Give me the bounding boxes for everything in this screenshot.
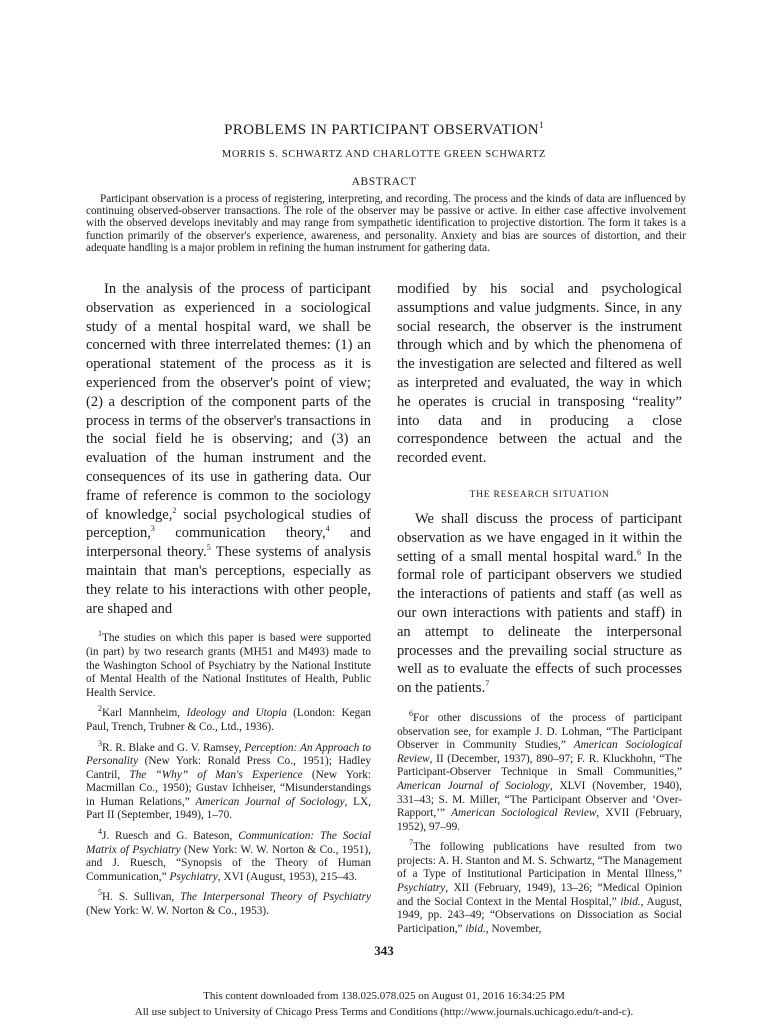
footnote-7: $^7$The following publications have resulted from two projects: A. H. Stanton and M. S. Schwartz, “The Management of a Type of Institutional Participation in Mental Illness,” Psychiatry, XII (February, 1949), 13–26; “Medical Opinion and the Social Context in the Mental Hospital,” ibid., August, 1949, pp. 243–49; “Observations on Dissociation as Social Participation,” ibid., November,	[397, 838, 682, 935]
terms-notice: All use subject to University of Chicago Press Terms and Conditions (http://www.journals.uchicago.edu/t-and-c).	[134, 1006, 634, 1018]
page-number: 343	[374, 943, 394, 958]
right-column	[397, 280, 682, 943]
research-situation-paragraph: We shall discuss the process of participant observation as we have engaged in it within the setting of a small mental hospital ward.$^6$ In the formal role of participant observers we studied the interactions of patients and staff (as well as our own interactions with patients and staff) in an attempt to delineate the interpersonal processes and the prevailing social structure as well as to evaluate the effects of such processes on the patients.$^7$	[397, 510, 682, 697]
footnote-2: $^2$Karl Mannheim, Ideology and Utopia (London: Kegan Paul, Trench, Trubner & Co., Ltd., 1936).	[86, 704, 371, 733]
right-footnotes	[397, 709, 683, 937]
footnote-5: $^5$H. S. Sullivan, The Interpersonal Theory of Psychiatry (New York: W. W. Norton & Co., 1953).	[86, 888, 371, 918]
title-footnote-marker: 1	[538, 120, 544, 130]
footnote-ref-4: 4	[325, 524, 330, 534]
footnote-ref-2: 2	[172, 505, 177, 515]
abstract-heading: ABSTRACT	[351, 176, 417, 188]
section-heading: THE RESEARCH SITUATION	[469, 489, 610, 500]
continued-paragraph: modified by his social and psychological assumptions and value judgments. Since, in any social research, the observer is the instrument through which and by which the phenomena of the investigation are selected and filtered as well as interpreted and evaluated, the way in which he operates is crucial in transposing “reality” into data and in producing a close correspondence between the actual and the recorded event.	[397, 281, 682, 467]
footnote-ref-7: 7	[485, 679, 490, 689]
footnote-3: $^3$R. R. Blake and G. V. Ramsey, Perception: An Approach to Personality (New York: Ronald Press Co., 1951); Hadley Cantril, The “Why” of Man's Experience (New York: Macmillan Co., 1950); Gustav Ichheiser, “Misunderstandings in Human Relations,” American Journal of Sociology, LX, Part II (September, 1949), 1–70.	[86, 738, 371, 822]
article-authors: MORRIS S. SCHWARTZ AND CHARLOTTE GREEN SCHWARTZ	[221, 149, 547, 160]
left-footnotes	[86, 629, 371, 918]
footnote-6: $^6$For other discussions of the process of participant observation see, for example J. D. Lohman, “The Participant Observer in Community Studies,” American Sociological Review, II (December, 1937), 890–97; F. R. Kluckhohn, “The Participant-Observer Technique in Small Communities,” American Journal of Sociology, XLVI (November, 1940), 331–43; S. M. Miller, “The Participant Observer and ‘Over-Rapport,’” American Sociological Review, XVII (February, 1952), 97–99.	[397, 709, 683, 833]
left-column	[86, 280, 371, 926]
footnote-4: $^4$J. Ruesch and G. Bateson, Communication: The Social Matrix of Psychiatry (New York: W. W. Norton & Co., 1951), and J. Ruesch, “Synopsis of the Theory of Human Communication,” Psychiatry, XVI (August, 1953), 215–43.	[86, 827, 371, 883]
abstract-text: Participant observation is a process of registering, interpreting, and recording. The process and the kinds of data are influenced by continuing observed-observer transactions. The role of the observer may be passive or active. In either case affective involvement with the observed develops inevitably and may range from sympathetic identification to projective distortion. The form it takes is a function primarily of the observer's experience, awareness, and personality. Anxiety and bias are sources of distortion, and their adequate handling is a major problem in refining the human instrument for gathering data.	[86, 193, 686, 254]
footnote-ref-3: 3	[150, 524, 155, 534]
footnote-1: $^1$The studies on which this paper is based were supported (in part) by two research grants (MH51 and M493) made to the Washington School of Psychiatry by the National Institute of Mental Health of the National Institutes of Health, Public Health Service.	[86, 629, 371, 699]
download-notice: This content downloaded from 138.025.078.025 on August 01, 2016 16:34:25 PM	[203, 990, 565, 1002]
footnote-ref-6: 6	[637, 547, 642, 557]
article-title: PROBLEMS IN PARTICIPANT OBSERVATION$^1$	[224, 120, 544, 138]
footnote-ref-5: 5	[206, 543, 211, 553]
intro-paragraph: In the analysis of the process of participant observation as experienced in a sociological study of a mental hospital ward, we shall be concerned with three interrelated themes: (1) an operational statement of the process as it is experienced from the observer's point of view; (2) a description of the component parts of the process in terms of the observer's transactions in the social field he is observing; and (3) an evaluation of the human instrument and the consequences of its use in gathering data. Our frame of reference is common to the sociology of knowledge,$^2$ social psychological studies of perception,$^3$ communication theory,$^4$ and interpersonal theory.$^5$ These systems of analysis maintain that man's perceptions, especially as they relate to his interactions with other people, are shaped and	[86, 281, 372, 617]
